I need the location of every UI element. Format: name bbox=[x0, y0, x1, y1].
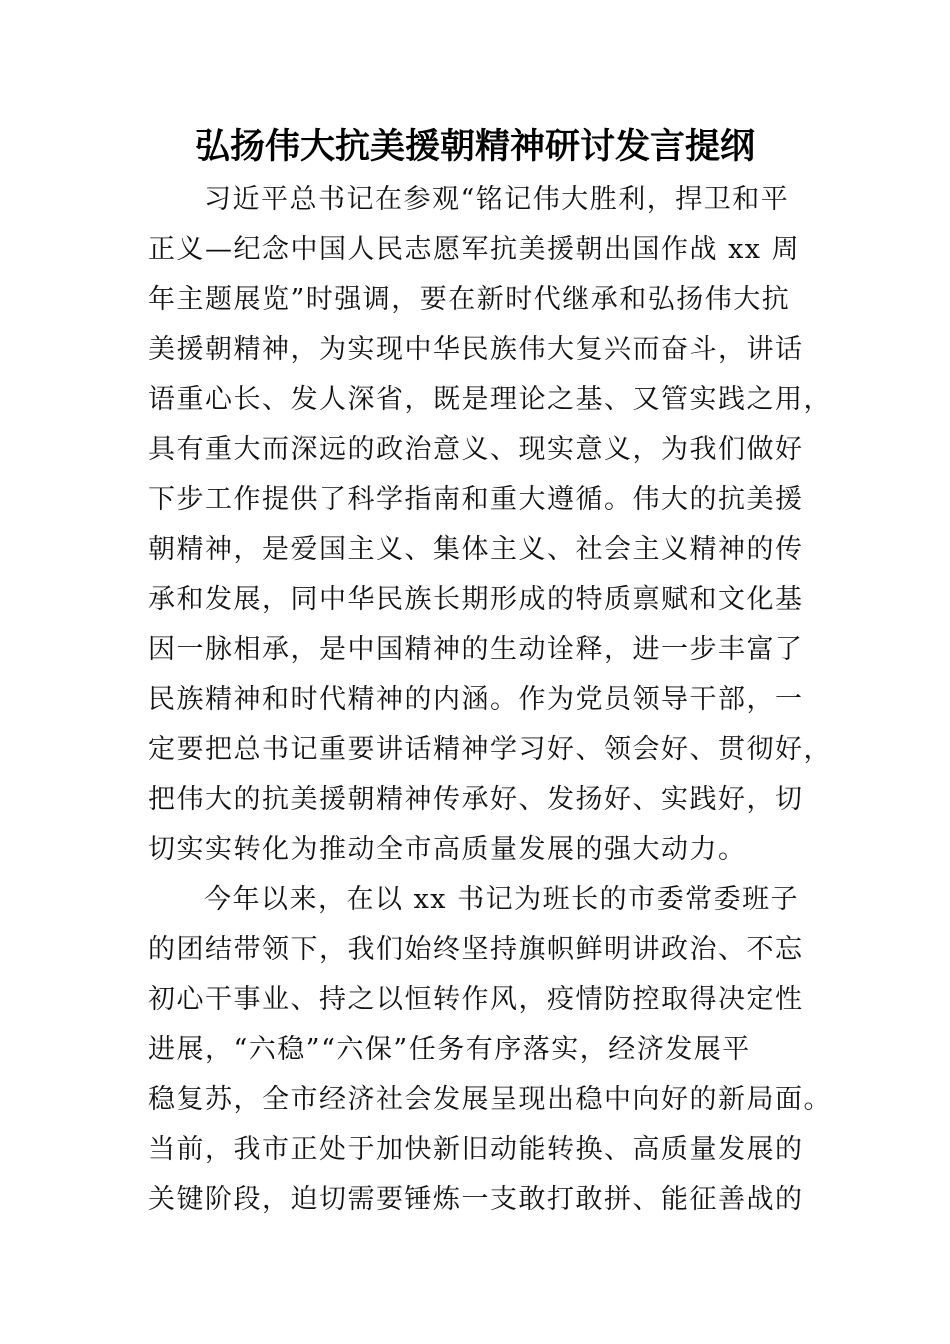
document-title: 弘扬伟大抗美援朝精神研讨发言提纲 bbox=[194, 126, 755, 167]
text-line: 今年以来，在以 xx 书记为班长的市委常委班子 bbox=[204, 884, 800, 915]
paragraph-2 bbox=[148, 875, 832, 1225]
paragraph-1 bbox=[148, 175, 832, 875]
text-line: 朝精神，是爱国主义、集体主义、社会主义精神的传 bbox=[148, 534, 804, 565]
text-line: 民族精神和时代精神的内涵。作为党员领导干部，一 bbox=[148, 684, 804, 715]
text-line: 语重心长、发人深省，既是理论之基、又管实践之用， bbox=[148, 384, 832, 415]
text-line: 切实实转化为推动全市高质量发展的强大动力。 bbox=[148, 834, 747, 865]
text-line: 因一脉相承，是中国精神的生动诠释，进一步丰富了 bbox=[148, 634, 804, 665]
text-line: 正义—纪念中国人民志愿军抗美援朝出国作战 xx 周 bbox=[148, 234, 801, 265]
text-line: 当前，我市正处于加快新旧动能转换、高质量发展的 bbox=[148, 1134, 804, 1165]
text-line: 美援朝精神，为实现中华民族伟大复兴而奋斗，讲话 bbox=[148, 334, 804, 365]
text-line: 习近平总书记在参观“铭记伟大胜利，捍卫和平 bbox=[204, 184, 790, 215]
text-line: 进展，“六稳”“六保”任务有序落实，经济发展平 bbox=[148, 1034, 751, 1065]
text-line: 承和发展，同中华民族长期形成的特质禀赋和文化基 bbox=[148, 584, 804, 615]
text-line: 把伟大的抗美援朝精神传承好、发扬好、实践好，切 bbox=[148, 784, 804, 815]
text-line: 下步工作提供了科学指南和重大遵循。伟大的抗美援 bbox=[148, 484, 804, 515]
text-line: 的团结带领下，我们始终坚持旗帜鲜明讲政治、不忘 bbox=[148, 934, 804, 965]
text-line: 具有重大而深远的政治意义、现实意义，为我们做好 bbox=[148, 434, 804, 465]
text-line: 稳复苏，全市经济社会发展呈现出稳中向好的新局面。 bbox=[148, 1084, 832, 1115]
text-line: 年主题展览”时强调，要在新时代继承和弘扬伟大抗 bbox=[148, 284, 791, 315]
text-line: 初心干事业、持之以恒转作风，疫情防控取得决定性 bbox=[148, 984, 804, 1015]
text-line: 关键阶段，迫切需要锤炼一支敢打敢拼、能征善战的 bbox=[148, 1184, 804, 1215]
text-line: 定要把总书记重要讲话精神学习好、领会好、贯彻好， bbox=[148, 734, 832, 765]
